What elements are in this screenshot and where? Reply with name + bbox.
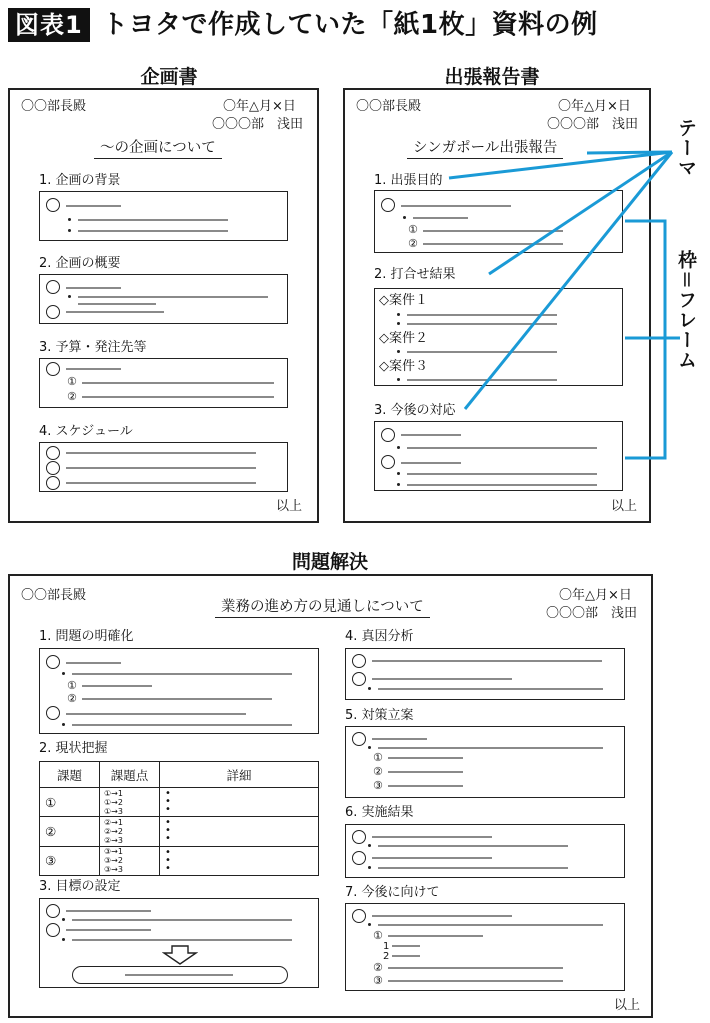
circle-icon xyxy=(352,909,366,923)
problem-frame-4 xyxy=(345,648,625,700)
text-line xyxy=(72,939,292,941)
text-line xyxy=(125,974,233,976)
theme-label: テーマ xyxy=(675,118,697,178)
trip-date: 〇年△月×日 xyxy=(558,99,631,114)
plan-date: 〇年△月×日 xyxy=(223,99,296,114)
table-cell-issue: ② xyxy=(40,817,100,846)
bullet-dot xyxy=(368,844,371,847)
trip-doc-title: シンガポール出張報告 xyxy=(407,140,563,159)
text-line xyxy=(378,867,568,869)
point-item: ①→2 xyxy=(104,797,123,807)
table-cell-points xyxy=(100,817,160,846)
problem-recipient: 〇〇部長殿 xyxy=(21,588,87,603)
text-line xyxy=(372,738,427,740)
table-row xyxy=(40,817,319,846)
circle-icon xyxy=(352,672,366,686)
marker-2: ② xyxy=(373,961,383,974)
table-cell-issue: ① xyxy=(40,788,100,817)
text-line xyxy=(82,685,152,687)
circle-icon xyxy=(46,904,60,918)
problem-section-3: 3. 目標の設定 xyxy=(39,879,121,894)
table-cell-issue: ③ xyxy=(40,846,100,875)
trip-case-3: ◇案件３ xyxy=(379,359,428,374)
problem-frame-3 xyxy=(39,898,319,988)
text-line xyxy=(388,967,563,969)
marker-1: ① xyxy=(373,751,383,764)
text-line xyxy=(66,929,151,931)
trip-end-mark: 以上 xyxy=(611,499,638,514)
bullet-dot xyxy=(62,938,65,941)
text-line xyxy=(372,678,512,680)
text-line xyxy=(388,980,563,982)
figure-title: トヨタで作成していた「紙1枚」資料の例 xyxy=(102,10,598,40)
circle-icon xyxy=(352,654,366,668)
point-item: ③→2 xyxy=(104,856,123,866)
trip-section-3: 3. 今後の対応 xyxy=(374,403,456,418)
bullet-dot xyxy=(62,672,65,675)
text-line xyxy=(388,785,463,787)
theme-line-4 xyxy=(465,152,672,409)
text-line xyxy=(72,919,292,921)
point-item: ③→1 xyxy=(104,847,123,857)
text-line xyxy=(372,660,602,662)
text-line xyxy=(378,747,603,749)
text-line xyxy=(66,662,121,664)
bullet-dot xyxy=(368,687,371,690)
text-line xyxy=(372,836,492,838)
status-table xyxy=(39,761,319,876)
problem-heading: 問題解決 xyxy=(291,551,368,573)
text-line xyxy=(66,713,246,715)
marker-1: ① xyxy=(373,929,383,942)
plan-section-3: 3. 予算・発注先等 xyxy=(39,340,147,355)
bullet-dot xyxy=(368,923,371,926)
point-item: ①→1 xyxy=(104,788,123,798)
text-line xyxy=(66,910,151,912)
text-line xyxy=(72,673,292,675)
frame-label: 枠＝フレーム xyxy=(675,250,697,371)
plan-end-mark: 以上 xyxy=(276,499,303,514)
circle-icon xyxy=(46,923,60,937)
problem-doc-title: 業務の進め方の見通しについて xyxy=(215,599,430,618)
problem-section-6: 6. 実施結果 xyxy=(345,805,414,820)
text-line xyxy=(372,857,492,859)
trip-heading: 出張報告書 xyxy=(444,66,540,88)
table-cell-points xyxy=(100,788,160,817)
text-line xyxy=(378,688,603,690)
marker-3: ③ xyxy=(373,779,383,792)
down-arrow-icon xyxy=(162,945,198,965)
point-item: ②→1 xyxy=(104,817,123,827)
plan-sender: 〇〇〇部 浅田 xyxy=(212,117,304,132)
trip-section-2: 2. 打合せ結果 xyxy=(374,267,456,282)
plan-doc-title: ～の企画について xyxy=(94,140,222,159)
plan-heading: 企画書 xyxy=(140,66,198,88)
point-item: ②→3 xyxy=(104,835,123,845)
text-line xyxy=(82,698,272,700)
plan-section-4: 4. スケジュール xyxy=(39,424,133,439)
table-cell-detail: • • • xyxy=(160,788,319,817)
trip-case-1: ◇案件１ xyxy=(379,293,428,308)
problem-section-4: 4. 真因分析 xyxy=(345,629,414,644)
marker-1: ① xyxy=(408,223,418,236)
text-line xyxy=(372,915,512,917)
trip-section-1: 1. 出張目的 xyxy=(374,173,443,188)
bullet-dot xyxy=(368,866,371,869)
table-header: 詳細 xyxy=(160,762,319,788)
marker-2: ② xyxy=(67,692,77,705)
problem-section-2: 2. 現状把握 xyxy=(39,741,108,756)
marker-1: ① xyxy=(67,679,77,692)
trip-recipient: 〇〇部長殿 xyxy=(356,99,422,114)
circle-icon xyxy=(352,830,366,844)
plan-section-2: 2. 企画の概要 xyxy=(39,256,121,271)
marker-3: ③ xyxy=(373,974,383,987)
bullet-dot xyxy=(62,918,65,921)
marker-2: ② xyxy=(373,765,383,778)
problem-section-7: 7. 今後に向けて xyxy=(345,885,440,900)
point-item: ①→3 xyxy=(104,806,123,816)
text-line xyxy=(392,955,420,957)
text-line xyxy=(388,757,463,759)
circle-icon xyxy=(352,732,366,746)
table-cell-detail: • • • xyxy=(160,846,319,875)
table-header: 課題 xyxy=(40,762,100,788)
circle-icon xyxy=(352,851,366,865)
sub-marker-2: 2 xyxy=(383,951,390,962)
problem-frame-7 xyxy=(345,903,625,991)
problem-section-1: 1. 問題の明確化 xyxy=(39,629,134,644)
problem-sender: 〇〇〇部 浅田 xyxy=(546,606,638,621)
problem-section-5: 5. 対策立案 xyxy=(345,708,414,723)
point-item: ②→2 xyxy=(104,826,123,836)
bullet-dot xyxy=(368,746,371,749)
marker-1: ① xyxy=(67,375,77,388)
plan-recipient: 〇〇部長殿 xyxy=(21,99,87,114)
circle-icon xyxy=(46,655,60,669)
text-line xyxy=(72,724,292,726)
problem-frame-5 xyxy=(345,726,625,798)
trip-case-2: ◇案件２ xyxy=(379,331,428,346)
circle-icon xyxy=(46,706,60,720)
figure-badge: 図表1 xyxy=(8,8,90,42)
problem-date: 〇年△月×日 xyxy=(559,588,632,603)
table-row xyxy=(40,788,319,817)
table-header: 課題点 xyxy=(100,762,160,788)
text-line xyxy=(378,845,568,847)
text-line xyxy=(388,771,463,773)
point-item: ③→3 xyxy=(104,865,123,875)
text-line xyxy=(378,924,603,926)
table-cell-detail: • • • xyxy=(160,817,319,846)
problem-frame-6 xyxy=(345,824,625,878)
bullet-dot xyxy=(62,723,65,726)
text-line xyxy=(392,945,420,947)
trip-sender: 〇〇〇部 浅田 xyxy=(547,117,639,132)
theme-line-2 xyxy=(587,152,672,153)
table-row xyxy=(40,846,319,875)
marker-2: ② xyxy=(408,237,418,250)
sub-marker-1: 1 xyxy=(383,941,390,952)
goal-pill xyxy=(72,966,288,984)
plan-section-1: 1. 企画の背景 xyxy=(39,173,121,188)
problem-frame-1 xyxy=(39,648,319,734)
marker-2: ② xyxy=(67,390,77,403)
problem-end-mark: 以上 xyxy=(614,998,641,1013)
table-cell-points xyxy=(100,846,160,875)
text-line xyxy=(388,935,483,937)
problem-page xyxy=(8,574,653,1018)
